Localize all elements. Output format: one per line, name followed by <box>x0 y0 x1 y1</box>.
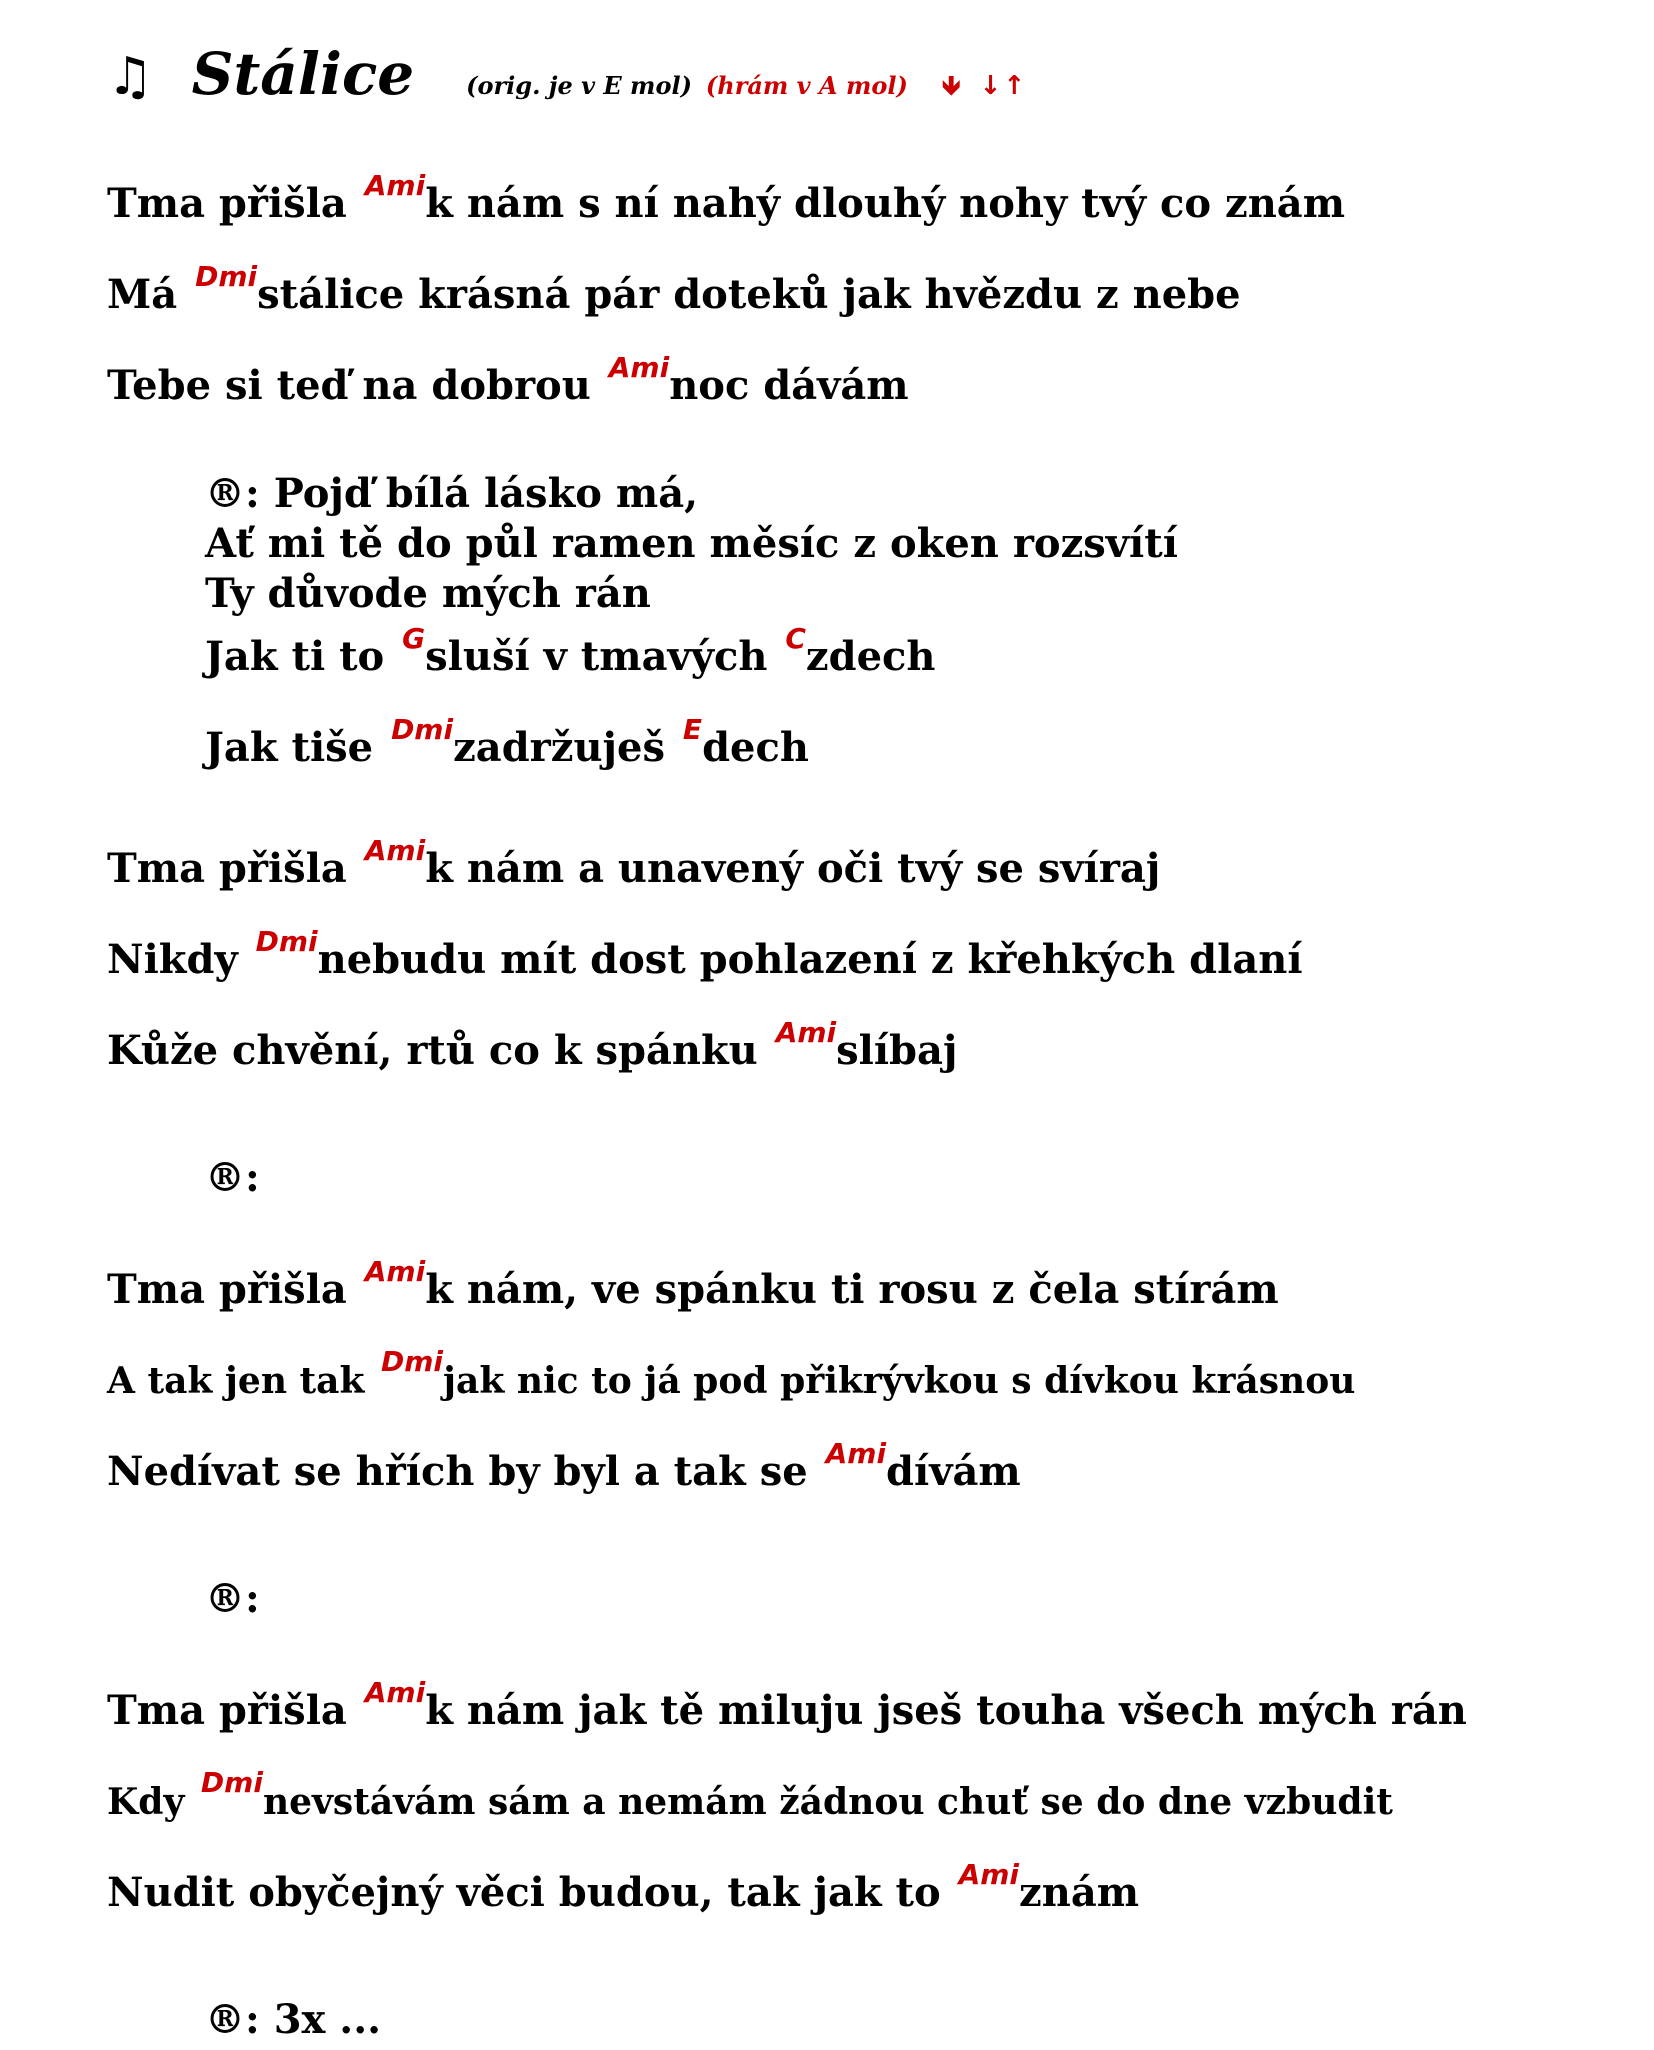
chord: Ami <box>364 834 426 867</box>
chord: Dmi <box>200 1766 263 1799</box>
chord: Dmi <box>255 925 318 958</box>
chord: Ami <box>364 1255 426 1288</box>
chord: Ami <box>825 1437 887 1470</box>
lyric-line: Tma přišla $^{Ami}$k nám jak tě miluju jseš touha všech mých rán <box>107 1676 1467 1734</box>
lyric-line: Tma přišla $^{Ami}$k nám a unavený oči tvý se svíraj <box>107 834 1161 892</box>
song-sheet <box>107 40 1627 2050</box>
chord: E <box>682 713 703 746</box>
chorus-line: Jak ti to $^G$sluší v tmavých $^C$zdech <box>205 622 936 680</box>
lyric-line: Tma přišla $^{Ami}$k nám, ve spánku ti rosu z čela stírám <box>107 1255 1279 1313</box>
chorus-reference: ®: <box>205 1154 260 1201</box>
lyric-line: Nudit obyčejný věci budou, tak jak to $^{Ami}$znám <box>107 1858 1140 1916</box>
chorus-line: Jak tiše $^{Dmi}$zadržuješ $^E$dech <box>205 713 809 771</box>
chord: Ami <box>608 351 670 384</box>
lyric-line: Tebe si teď na dobrou $^{Ami}$noc dávám <box>107 351 909 409</box>
lyric-line: Nikdy $^{Dmi}$nebudu mít dost pohlazení z křehkých dlaní <box>107 925 1303 983</box>
chord: Dmi <box>195 260 258 293</box>
chord: G <box>402 622 426 655</box>
chorus-line: Ať mi tě do půl ramen měsíc z oken rozsvítí <box>205 520 1178 567</box>
chord: Ami <box>364 169 426 202</box>
transpose-controls <box>942 67 1033 111</box>
lyric-line: Kdy $^{Dmi}$nevstávám sám a nemám žádnou chuť se do dne vzbudit <box>107 1766 1393 1823</box>
lyric-line: Nedívat se hřích by byl a tak se $^{Ami}$dívám <box>107 1437 1021 1495</box>
original-key: (orig. je v E mol) <box>466 71 692 100</box>
chorus-reference: ®: <box>205 1575 260 1622</box>
lyric-line: A tak jen tak $^{Dmi}$jak nic to já pod přikrývkou s dívkou krásnou <box>107 1345 1356 1402</box>
chord: Dmi <box>391 713 454 746</box>
arrow-down-icon[interactable]: 🡻 <box>941 71 963 101</box>
chorus-reference: ®: 3x ... <box>205 1996 382 2043</box>
played-key: (hrám v A mol) <box>705 71 908 100</box>
music-note-icon: ♫ <box>107 47 154 107</box>
chorus-line: Ty důvode mých rán <box>205 570 651 617</box>
arrow-up-down-icon[interactable]: ↓↑ <box>979 71 1028 101</box>
chord: Ami <box>958 1858 1020 1891</box>
song-header <box>107 40 1627 120</box>
chorus-line: ®: Pojď bílá lásko má, <box>205 470 699 517</box>
lyric-line: Má $^{Dmi}$stálice krásná pár doteků jak hvězdu z nebe <box>107 260 1241 318</box>
song-title: Stálice <box>191 40 415 108</box>
lyric-line: Tma přišla $^{Ami}$k nám s ní nahý dlouhý nohy tvý co znám <box>107 169 1346 227</box>
chord: Dmi <box>380 1345 443 1378</box>
chord: Ami <box>364 1676 426 1709</box>
chorus <box>205 469 1627 786</box>
chord: Ami <box>775 1016 837 1049</box>
lyric-line: Kůže chvění, rtů co k spánku $^{Ami}$slíbaj <box>107 1016 958 1074</box>
chord: C <box>785 622 806 655</box>
